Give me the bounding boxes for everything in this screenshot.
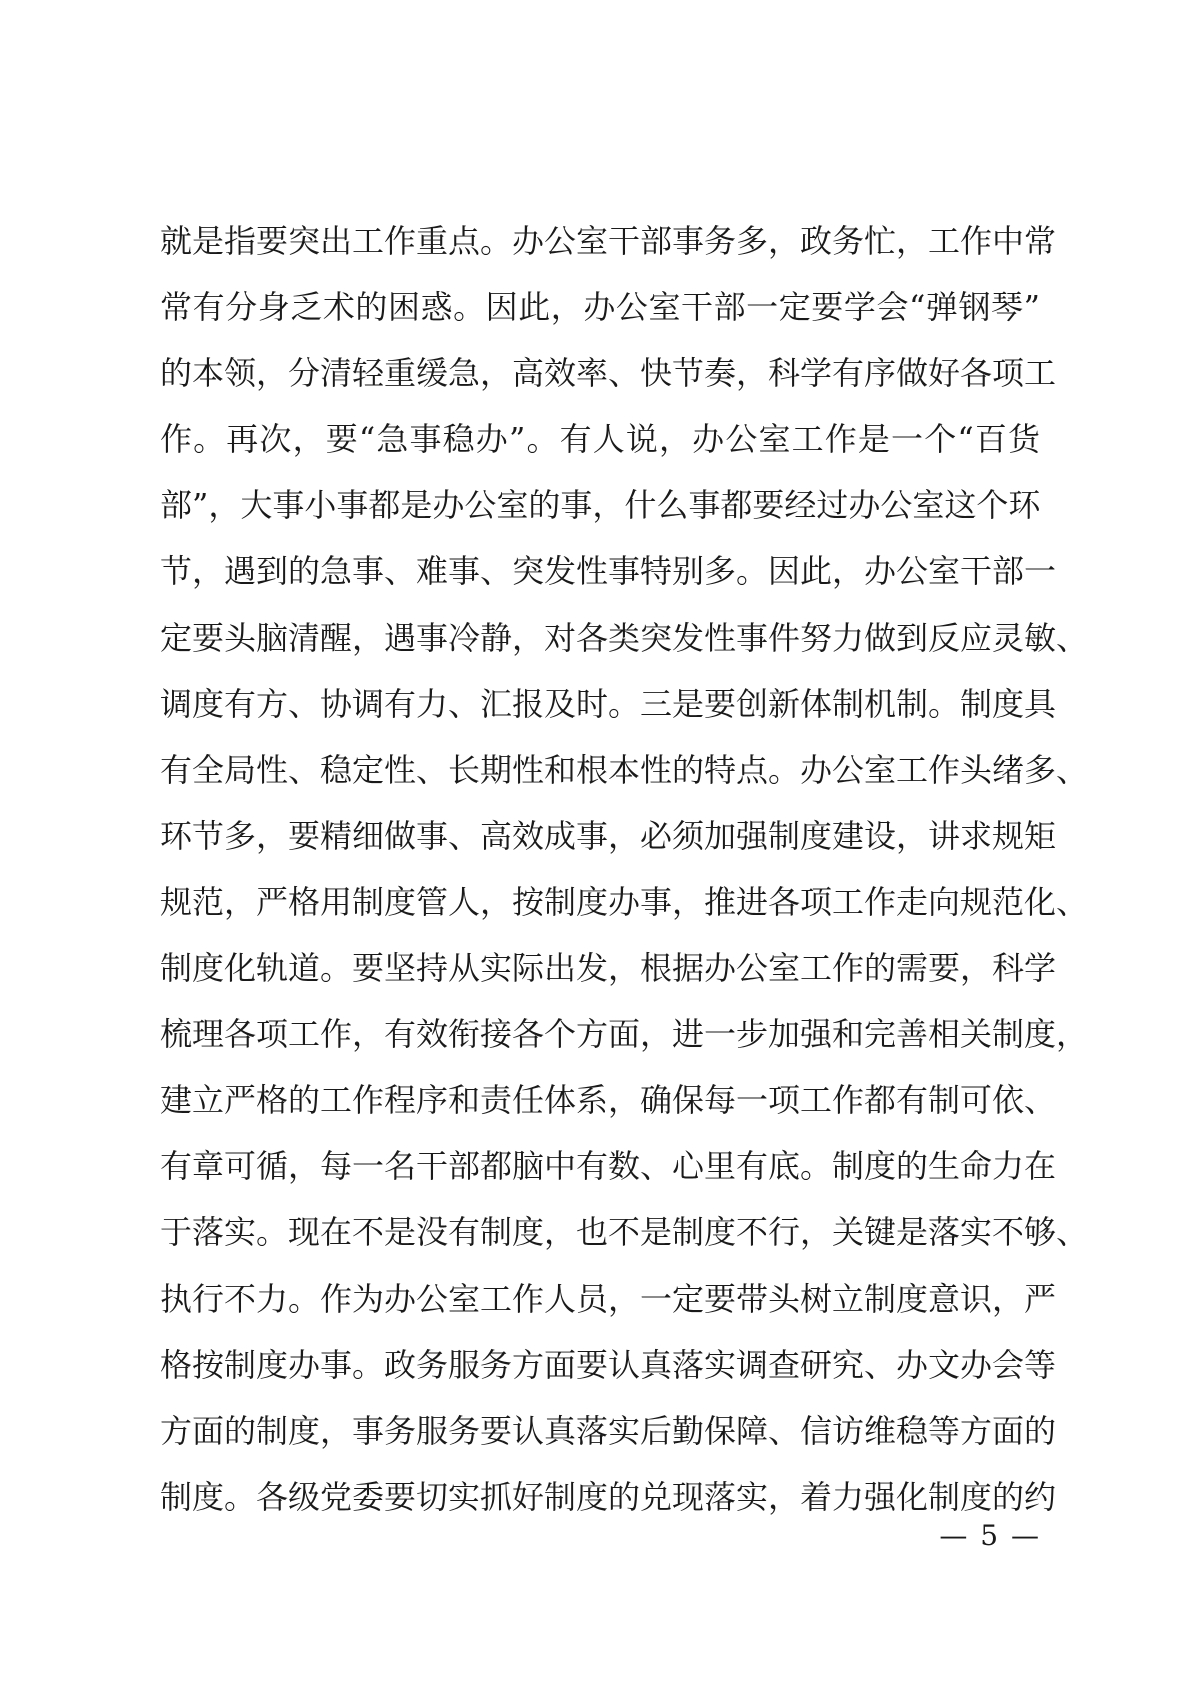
text-line: 常有分身乏术的困惑。因此，办公室干部一定要学会“弹钢琴” <box>160 288 1040 327</box>
text-line: 有章可循，每一名干部都脑中有数、心里有底。制度的生命力在 <box>160 1147 1057 1186</box>
text-line: 建立严格的工作程序和责任体系，确保每一项工作都有制可依、 <box>160 1081 1057 1120</box>
text-line: 有全局性、稳定性、长期性和根本性的特点。办公室工作头绪多、 <box>160 750 1089 789</box>
text-line: 格按制度办事。政务服务方面要认真落实调查研究、办文办会等 <box>160 1345 1057 1384</box>
text-line: 作。再次，要“急事稳办”。有人说，办公室工作是一个“百货 <box>160 420 1040 459</box>
text-line: 环节多，要精细做事、高效成事，必须加强制度建设，讲求规矩 <box>160 816 1057 855</box>
text-line: 部”，大事小事都是办公室的事，什么事都要经过办公室这个环 <box>160 486 1041 525</box>
text-line: 制度。各级党委要切实抓好制度的兑现落实，着力强化制度的约 <box>160 1477 1057 1516</box>
text-line: 制度化轨道。要坚持从实际出发，根据办公室工作的需要，科学 <box>160 949 1057 988</box>
text-line: 执行不力。作为办公室工作人员，一定要带头树立制度意识，严 <box>160 1279 1057 1318</box>
text-line: 节，遇到的急事、难事、突发性事特别多。因此，办公室干部一 <box>160 552 1057 591</box>
text-line: 的本领，分清轻重缓急，高效率、快节奏，科学有序做好各项工 <box>160 354 1057 393</box>
page-number: — 5 — <box>939 1519 1041 1552</box>
text-line: 方面的制度，事务服务要认真落实后勤保障、信访维稳等方面的 <box>160 1411 1057 1450</box>
text-line: 就是指要突出工作重点。办公室干部事务多，政务忙，工作中常 <box>160 222 1057 260</box>
text-line: 定要头脑清醒，遇事冷静，对各类突发性事件努力做到反应灵敏、 <box>160 618 1089 657</box>
text-line: 规范，严格用制度管人，按制度办事，推进各项工作走向规范化、 <box>160 882 1089 921</box>
text-line: 于落实。现在不是没有制度，也不是制度不行，关键是落实不够、 <box>160 1213 1089 1252</box>
text-line: 调度有方、协调有力、汇报及时。三是要创新体制机制。制度具 <box>160 684 1057 723</box>
body-text <box>160 208 1089 1530</box>
text-line: 梳理各项工作，有效衔接各个方面，进一步加强和完善相关制度， <box>160 1015 1089 1054</box>
